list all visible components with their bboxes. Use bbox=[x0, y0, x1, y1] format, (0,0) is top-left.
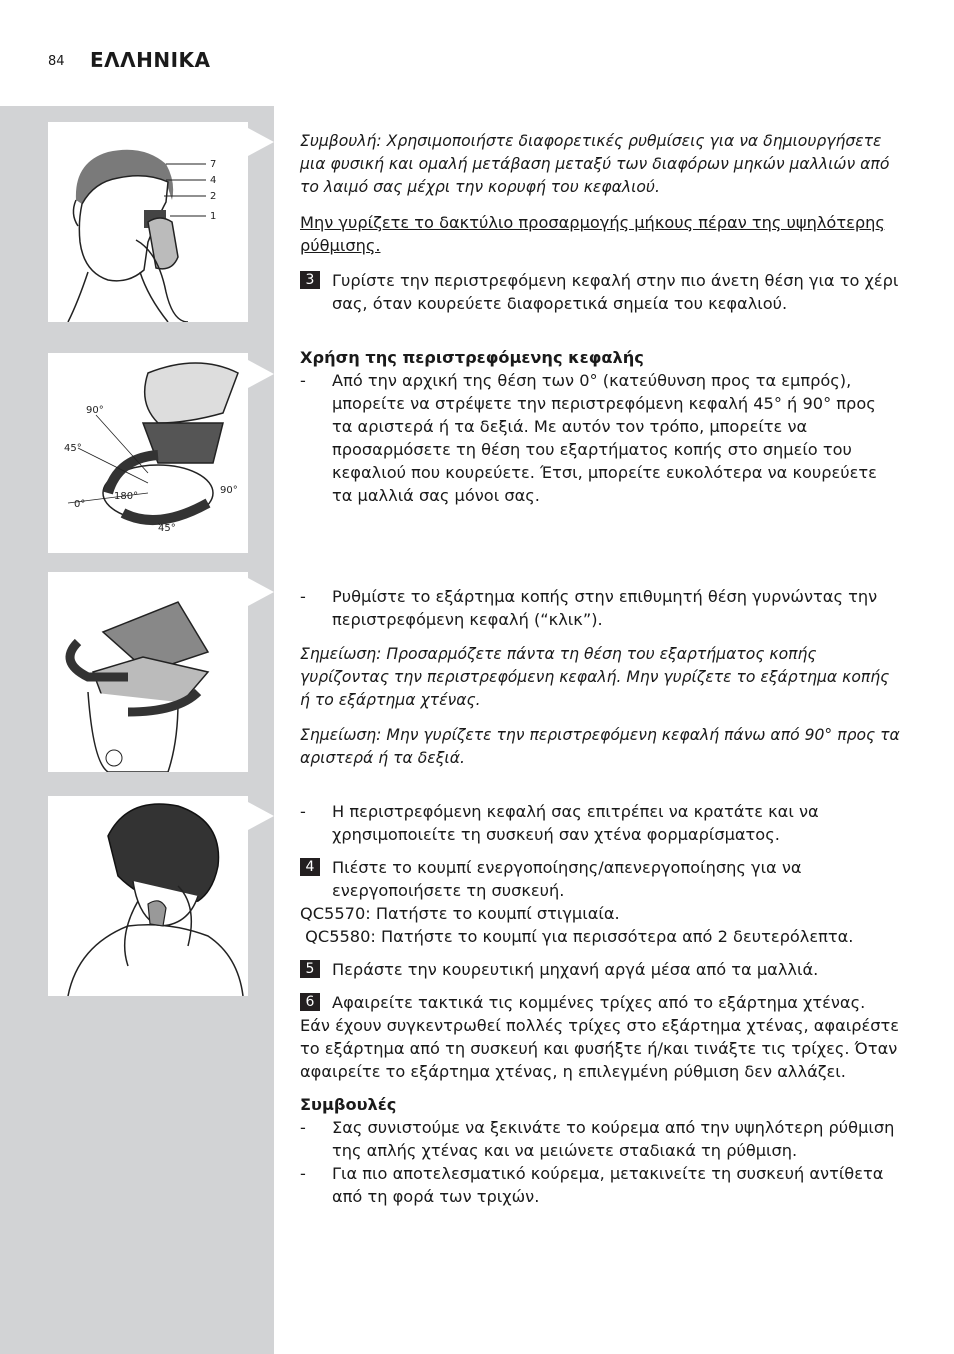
bullet-text: Η περιστρεφόμενη κεφαλή σας επιτρέπει να κρατάτε και να χρησιμοποιείτε τη συσκευή σαν χτένα φορμαρίσματος. bbox=[332, 802, 819, 844]
rotate-head-click-illustration bbox=[48, 572, 248, 772]
bullet-item: - Από την αρχική της θέση των 0° (κατεύθυνση προς τα εμπρός), μπορείτε να στρέψετε την περιστρεφόμενη κεφαλή 45° ή 90° προς τα αριστερά ή τα δεξιά. Με αυτόν τον τρόπο, μπορείτε να προσαρμόσετε τη θέση του εξαρτήματος κοπής στο σημείο του κεφαλιού που κουρεύετε. Έτσι, μπορείτε ευκολότερα να κουρεύετε τα μαλλιά σας μόνοι σας. bbox=[300, 369, 900, 507]
step-number: 4 bbox=[300, 858, 320, 876]
length-label: 4 bbox=[210, 175, 217, 186]
tip-label: Συμβουλή: bbox=[300, 132, 382, 150]
note-paragraph bbox=[300, 724, 900, 770]
note-paragraph bbox=[300, 643, 900, 712]
step-number: 5 bbox=[300, 960, 320, 978]
note-label: Σημείωση: bbox=[300, 726, 382, 744]
note-text: Προσαρμόζετε πάντα τη θέση του εξαρτήματος κοπής γυρίζοντας την περιστρεφόμενη κεφαλή. Μην γυρίζετε το εξάρτημα κοπής ή το εξάρτημα χτένας. bbox=[300, 645, 890, 709]
section-length-settings bbox=[300, 130, 900, 315]
figure-pointer bbox=[248, 128, 274, 156]
bullet-text: Από την αρχική της θέση των 0° (κατεύθυνση προς τα εμπρός), μπορείτε να στρέψετε την περιστρεφόμενη κεφαλή 45° ή 90° προς τα αριστερά ή τα δεξιά. Με αυτόν τον τρόπο, μπορείτε να προσαρμόσετε τη θέση του εξαρτήματος κοπής στο σημείο του κεφαλιού που κουρεύετε. Έτσι, μπορείτε ευκολότερα να κουρεύετε τα μαλλιά σας μόνοι σας. bbox=[332, 371, 877, 505]
figure-pointer bbox=[248, 360, 274, 388]
step-6-body: Εάν έχουν συγκεντρωθεί πολλές τρίχες στο εξάρτημα χτένας, αφαιρέστε το εξάρτημα από τη συσκευή και φυσήξτε ή/και τινάξτε τις τρίχες. Όταν αφαιρείτε το εξάρτημα χτένας, η επιλεγμένη ρύθμιση δεν αλλάζει. bbox=[300, 1016, 900, 1081]
qc5570-text: QC5570: Πατήστε το κουμπί στιγμιαία. bbox=[300, 904, 620, 923]
length-label: 1 bbox=[210, 211, 217, 222]
step-text: Πιέστε το κουμπί ενεργοποίησης/απενεργοποίησης για να ενεργοποιήσετε τη συσκευή. bbox=[332, 858, 802, 900]
angle-label: 45° bbox=[64, 443, 82, 454]
tip-paragraph bbox=[300, 130, 900, 199]
bullet-item: - Σας συνιστούμε να ξεκινάτε το κούρεμα από την υψηλότερη ρύθμιση της απλής χτένας και να μειώνετε σταδιακά τη ρύθμιση. bbox=[300, 1116, 900, 1162]
note-label: Σημείωση: bbox=[300, 645, 382, 663]
bullet-item: - Για πιο αποτελεσματικό κούρεμα, μετακινείτε τη συσκευή αντίθετα από τη φορά των τριχών. bbox=[300, 1162, 900, 1208]
warning-text: Μην γυρίζετε το δακτύλιο προσαρμογής μήκους πέραν της υψηλότερης ρύθμισης. bbox=[300, 213, 885, 255]
bullet-text: Για πιο αποτελεσματικό κούρεμα, μετακινείτε τη συσκευή αντίθετα από τη φορά των τριχών. bbox=[332, 1164, 884, 1206]
step-number: 3 bbox=[300, 271, 320, 289]
section-adjust-position bbox=[300, 585, 900, 770]
angle-label: 90° bbox=[220, 485, 238, 496]
page-number: 84 bbox=[48, 54, 65, 69]
step-6 bbox=[300, 991, 900, 1014]
section-heading: Χρήση της περιστρεφόμενης κεφαλής bbox=[300, 348, 644, 367]
bullet-item: - Ρυθμίστε το εξάρτημα κοπής στην επιθυμητή θέση γυρνώντας την περιστρεφόμενη κεφαλή (“κλικ”). bbox=[300, 585, 900, 631]
note-text: Μην γυρίζετε την περιστρεφόμενη κεφαλή πάνω από 90° προς τα αριστερά ή τα δεξιά. bbox=[300, 726, 900, 767]
figure-pointer bbox=[248, 578, 274, 606]
step-number: 6 bbox=[300, 993, 320, 1011]
step-text: Γυρίστε την περιστρεφόμενη κεφαλή στην πιο άνετη θέση για το χέρι σας, όταν κουρεύετε διαφορετικά σημεία του κεφαλιού. bbox=[332, 271, 899, 313]
step-3 bbox=[300, 269, 900, 315]
angle-label: 45° bbox=[158, 523, 176, 534]
angle-label: 0° bbox=[74, 499, 86, 510]
angle-label: 180° bbox=[114, 491, 139, 502]
step-5 bbox=[300, 958, 900, 981]
step-text: Αφαιρείτε τακτικά τις κομμένες τρίχες από το εξάρτημα χτένας. bbox=[332, 993, 866, 1012]
qc5580-text: QC5580: Πατήστε το κουμπί για περισσότερα από 2 δευτερόλεπτα. bbox=[300, 927, 854, 946]
styling-comb-illustration bbox=[48, 796, 248, 996]
figure-pointer bbox=[248, 802, 274, 830]
tip-text: Χρησιμοποιήστε διαφορετικές ρυθμίσεις για να δημιουργήσετε μια φυσική και ομαλή μετάβαση μεταξύ των διαφόρων μηκών μαλλιών από το λαιμό σας μέχρι την κορυφή του κεφαλιού. bbox=[300, 132, 890, 196]
haircut-zones-illustration bbox=[48, 122, 248, 322]
step-4 bbox=[300, 856, 900, 902]
tips-heading: Συμβουλές bbox=[300, 1095, 397, 1114]
bullet-text: Ρυθμίστε το εξάρτημα κοπής στην επιθυμητή θέση γυρνώντας την περιστρεφόμενη κεφαλή (“κλικ”). bbox=[332, 587, 878, 629]
rotating-head-angles-illustration bbox=[48, 353, 248, 553]
step-text: Περάστε την κουρευτική μηχανή αργά μέσα από τα μαλλιά. bbox=[332, 960, 819, 979]
section-usage-steps bbox=[300, 800, 900, 1208]
length-label: 2 bbox=[210, 191, 217, 202]
language-title: ΕΛΛΗΝΙΚΑ bbox=[90, 48, 211, 72]
section-rotating-head bbox=[300, 346, 900, 507]
bullet-item: - Η περιστρεφόμενη κεφαλή σας επιτρέπει να κρατάτε και να χρησιμοποιείτε τη συσκευή σαν χτένα φορμαρίσματος. bbox=[300, 800, 900, 846]
bullet-text: Σας συνιστούμε να ξεκινάτε το κούρεμα από την υψηλότερη ρύθμιση της απλής χτένας και να μειώνετε σταδιακά τη ρύθμιση. bbox=[332, 1118, 895, 1160]
angle-label: 90° bbox=[86, 405, 104, 416]
length-label: 7 bbox=[210, 159, 217, 170]
